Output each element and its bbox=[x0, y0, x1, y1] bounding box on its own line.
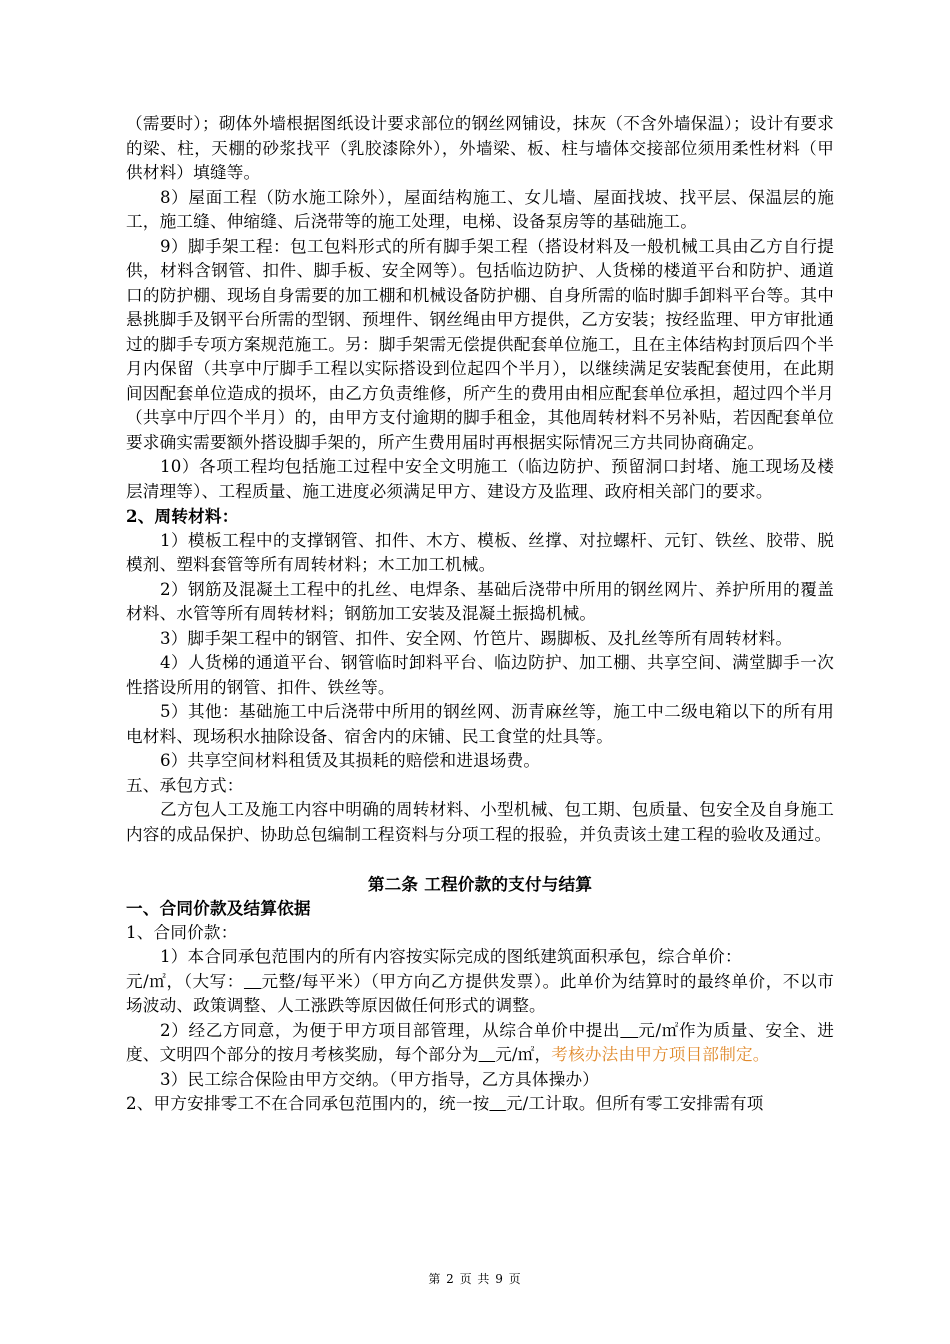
reward-highlight: 考核办法由甲方项目部制定。 bbox=[551, 1045, 770, 1064]
paragraph-odd-jobs bbox=[126, 1092, 834, 1117]
blank-amount bbox=[244, 972, 262, 991]
paragraph-scaffold-materials: 3）脚手架工程中的钢管、扣件、安全网、竹笆片、踢脚板、及扎丝等所有周转材料。 bbox=[160, 628, 793, 648]
odd-jobs-text-a: 2、甲方安排零工不在合同承包范围内的，统一按 bbox=[126, 1094, 490, 1113]
unit-price-text-a: 1）本合同承包范围内的所有内容按实际完成的图纸建筑面积承包，综合单价： bbox=[160, 947, 742, 966]
paragraph-rebar-materials: 2）钢筋及混凝土工程中的扎丝、电焊条、基础后浇带中所用的钢丝网片、养护所用的覆盖材料、水管等所有周转材料；钢筋加工安装及混凝土振捣机械。 bbox=[126, 579, 834, 623]
paragraph-reward bbox=[126, 1019, 834, 1068]
paragraph-masonry-cont: （需要时）；砌体外墙根据图纸设计要求部位的钢丝网铺设，抹灰（不含外墙保温）；设计有要求的梁、柱，天棚的砂浆找平（乳胶漆除外），外墙梁、板、柱与墙体交接部位须用柔性材料（甲供材料）填缝等。 bbox=[126, 114, 834, 182]
blank-amount bbox=[489, 1094, 505, 1113]
paragraph-safety: 10）各项工程均包括施工过程中安全文明施工（临边防护、预留洞口封堵、施工现场及楼层清理等）、工程质量、施工进度必须满足甲方、建设方及监理、政府相关部门的要求。 bbox=[126, 457, 834, 501]
paragraph-insurance: 3）民工综合保险由甲方交纳。（甲方指导，乙方具体操办） bbox=[160, 1069, 600, 1089]
reward-text-b: 元/㎡作为质量、安全、进度、文明四个部分的按月考核奖励，每个部分为 bbox=[126, 1020, 834, 1064]
paragraph-hoist-materials: 4）人货梯的通道平台、钢管临时卸料平台、临边防护、加工棚、共享空间、满堂脚手一次性搭设所用的钢管、扣件、铁丝等。 bbox=[126, 653, 834, 697]
heading-contract-mode: 五、承包方式： bbox=[126, 775, 244, 795]
paragraph-scaffolding: 9）脚手架工程：包工包料形式的所有脚手架工程（搭设材料及一般机械工具由乙方自行提供，材料含钢管、扣件、脚手板、安全网等）。包括临边防护、人货梯的楼道平台和防护、通道口的防护棚、现场自身需要的加工棚和机械设备防护棚、自身所需的临时脚手卸料平台等。其中悬挑脚手及钢平台所需的型钢、预埋件、钢丝绳由甲方提供，乙方安装；按经监理、甲方审批通过的脚手专项方案规范施工。另：脚手架需无偿提供配套单位施工，且在主体结构封顶后四个半月内保留（共享中厅脚手工程以实际搭设到位起四个半月），以继续满足安装配套使用，在此期间因配套单位造成的损坏，由乙方负责维修，所产生的费用由相应配套单位承担，超过四个半月（共享中厅四个半月）的，由甲方支付逾期的脚手租金，其他周转材料不另补贴，若因配套单位要求确实需要额外搭设脚手架的，所产生费用届时再根据实际情况三方共同协商确定。 bbox=[126, 236, 834, 452]
reward-text-a: 2）经乙方同意，为便于甲方项目部管理，从综合单价中提出 bbox=[160, 1020, 621, 1040]
heading-turnover-materials: 2、周转材料： bbox=[126, 506, 239, 526]
blank-amount bbox=[620, 1021, 638, 1040]
unit-price-text-c: 元整/每平米）（甲方向乙方提供发票）。此单价为结算时的最终单价，不以市场波动、政策调整、人工涨跌等原因做任何形式的调整。 bbox=[126, 971, 834, 1015]
heading-contract-price: 一、合同价款及结算依据 bbox=[126, 898, 311, 918]
reward-text-c: 元/㎡， bbox=[495, 1045, 552, 1064]
page-body bbox=[126, 112, 834, 1117]
odd-jobs-text-b: 元/工计取。但所有零工安排需有项 bbox=[505, 1094, 764, 1113]
paragraph-formwork-materials: 1）模板工程中的支撑钢管、扣件、木方、模板、丝撑、对拉螺杆、元钉、铁丝、胶带、脱模剂、塑料套管等所有周转材料；木工加工机械。 bbox=[126, 530, 834, 574]
paragraph-contract-mode: 乙方包人工及施工内容中明确的周转材料、小型机械、包工期、包质量、包安全及自身施工内容的成品保护、协助总包编制工程资料与分项工程的报验，并负责该土建工程的验收及通过。 bbox=[126, 800, 834, 844]
heading-price-items: 1、合同价款： bbox=[126, 922, 238, 942]
page-number-footer: 第 2 页 共 9 页 bbox=[428, 1272, 522, 1286]
paragraph-shared-space: 6）共享空间材料租赁及其损耗的赔偿和进退场费。 bbox=[160, 751, 541, 770]
paragraph-other-materials: 5）其他：基础施工中后浇带中所用的钢丝网、沥青麻丝等，施工中二级电箱以下的所有用电材料、现场积水抽除设备、宿舍内的床铺、民工食堂的灶具等。 bbox=[126, 702, 834, 746]
unit-price-text-b: 元/㎡，（大写： bbox=[126, 971, 244, 991]
blank-amount bbox=[479, 1045, 495, 1064]
paragraph-roofing: 8）屋面工程（防水施工除外），屋面结构施工、女儿墙、屋面找坡、找平层、保温层的施工，施工缝、伸缩缝、后浇带等的施工处理，电梯、设备泵房等的基础施工。 bbox=[126, 187, 834, 231]
article-title: 第二条 工程价款的支付与结算 bbox=[367, 873, 593, 894]
paragraph-unit-price bbox=[126, 945, 834, 1019]
